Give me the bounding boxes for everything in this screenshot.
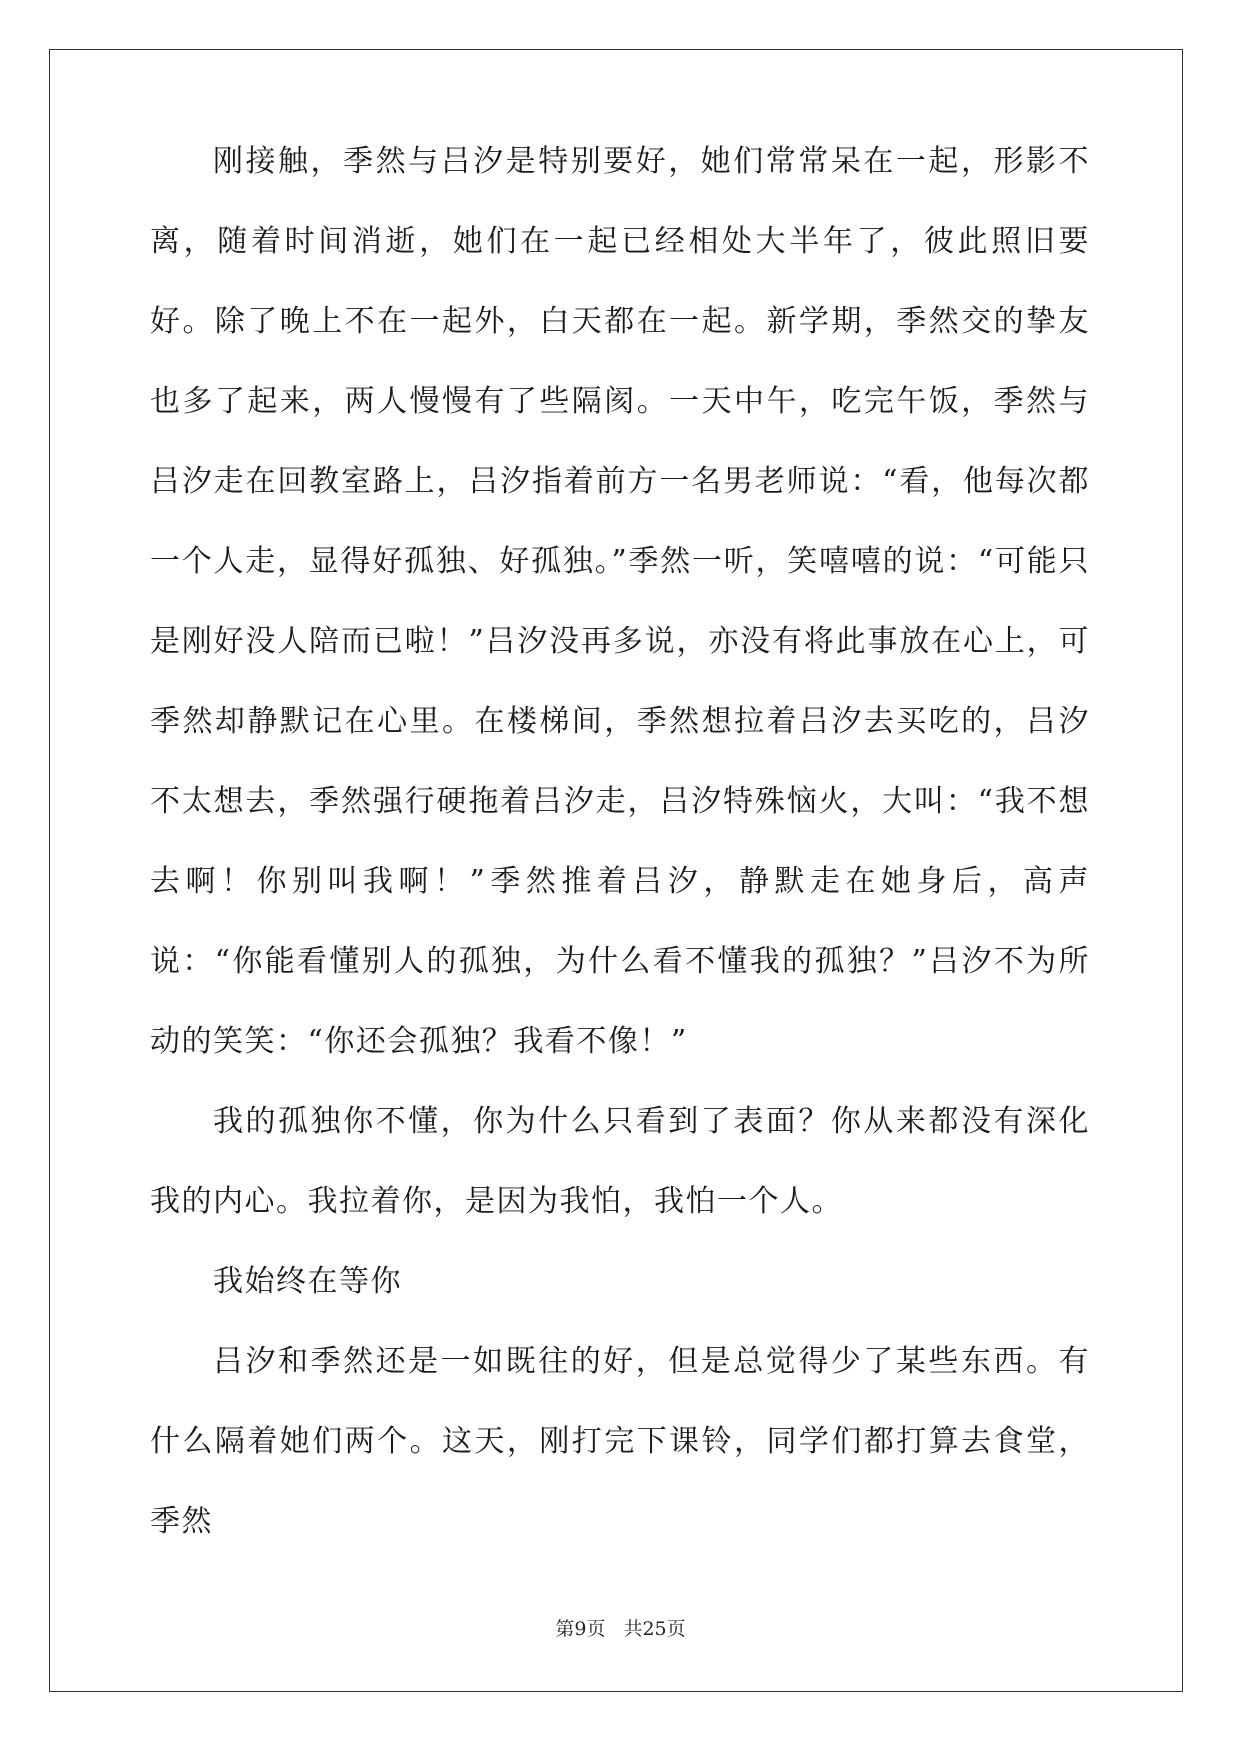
paragraph-1: 刚接触，季然与吕汐是特别要好，她们常常呆在一起，形影不离，随着时间消逝，她们在一起已经相处大半年了，彼此照旧要好。除了晚上不在一起外，白天都在一起。新学期，季然交的挚友也多了起来，两人慢慢有了些隔阂。一天中午，吃完午饭，季然与吕汐走在回教室路上，吕汐指着前方一名男老师说：“看，他每次都一个人走，显得好孤独、好孤独。”季然一听，笑嘻嘻的说：“可能只是刚好没人陪而已啦！”吕汐没再多说，亦没有将此事放在心上，可季然却静默记在心里。在楼梯间，季然想拉着吕汐去买吃的，吕汐不太想去，季然强行硬拖着吕汐走，吕汐特殊恼火，大叫：“我不想去啊！你别叫我啊！”季然推着吕汐，静默走在她身后，高声说：“你能看懂别人的孤独，为什么看不懂我的孤独？”吕汐不为所动的笑笑：“你还会孤独？我看不像！” — [150, 144, 1090, 1059]
section-heading: 我始终在等你 — [213, 1264, 402, 1299]
page-total: 共25页 — [623, 1618, 686, 1640]
document-body — [150, 144, 1090, 1562]
page-number: 第9页 — [555, 1618, 606, 1640]
page-footer — [0, 1614, 1241, 1641]
paragraph-3: 吕汐和季然还是一如既往的好，但是总觉得少了某些东西。有什么隔着她们两个。这天，刚打完下课铃，同学们都打算去食堂，季然 — [150, 1344, 1090, 1539]
paragraph-2: 我的孤独你不懂，你为什么只看到了表面？你从来都没有深化我的内心。我拉着你，是因为我怕，我怕一个人。 — [150, 1104, 1090, 1219]
